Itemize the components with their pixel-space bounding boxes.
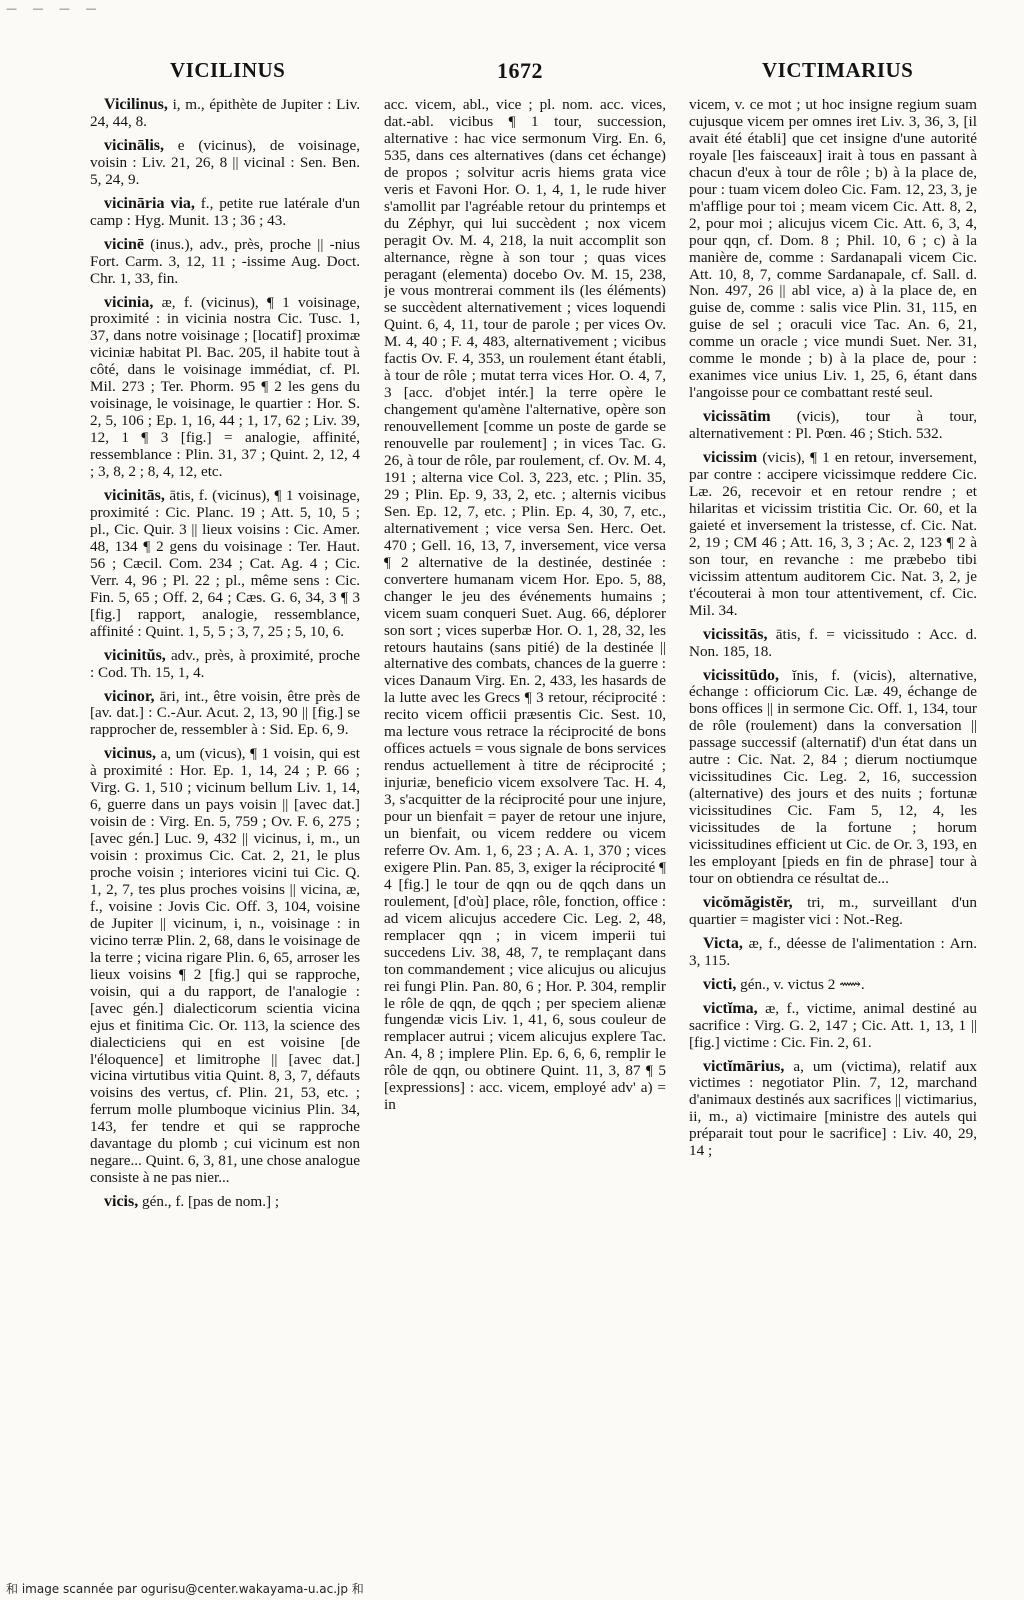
entry-definition: (inus.), adv., près, proche || -nius Fort. Carm. 3, 12, 11 ; -issime Aug. Doct. Chr. 1, 33, fin.	[90, 235, 360, 287]
entry-definition: ātis, f. = vicissitudo : Acc. d. Non. 185, 18.	[689, 625, 977, 660]
column-3	[689, 97, 977, 1575]
dictionary-entry	[689, 895, 977, 929]
entry-headword: vicissātim	[703, 408, 771, 426]
dictionary-entry	[90, 1194, 360, 1211]
entry-definition: (vicis), ¶ 1 en retour, inversement, par contre : accipere vicissimque reddere Cic. Læ. 26, recevoir et en retour rendre ; et hilaritas et vicissim tristitia Cic. Or. 60, et la gaieté et inversement la tristesse, cf. Cic. Nat. 2, 19 ; CM 46 ; Att. 16, 3, 3 ; Ac. 2, 123 ¶ 2 à son tour, en revanche : me præbebo tibi vicissim attentum auditorem Cic. Nat. 3, 2, je t'écouterai à mon tour attentivement, cf. Cic. Mil. 34.	[689, 449, 977, 619]
entry-headword: vicinitās,	[104, 487, 165, 505]
entry-definition: acc. vicem, abl., vice ; pl. nom. acc. vices, dat.-abl. vicibus ¶ 1 tour, succession, alternative : hac vice sermonum Virg. En. 6, 535, dans ces alternatives (dans cet échange) de propos ; solvitur acris hiems grata vice veris et Favoni Hor. O. 1, 4, 1, le rude hiver s'amollit par l'agréable retour du printemps et du Zéphyr, qui lui succèdent ; nox vicem peragit Ov. M. 4, 218, la nuit accomplit son alternance, règne à son tour ; quas vices peragant (elementa) docebo Ov. M. 15, 238, je vous montrerai comment ils (les éléments) se succèdent alternativement ; vices loquendi Quint. 6, 4, 11, tour de parole ; per vices Ov. M. 4, 40 ; F. 4, 483, alternativement ; vicibus factis Ov. F. 4, 353, un roulement étant établi, à tour de rôle ; mutat terra vices Hor. O. 4, 7, 3 [acc. d'objet intér.] la terre opère le changement qu'amène l'alternative, opère son renouvellement [comme un poste de garde se renouvelle par roulement] ; in vices Tac. G. 26, à tour de rôle, par roulement, cf. Ov. M. 4, 191 ; alterna vice Col. 3, 223, etc. ; Plin. 35, 29 ; Plin. Ep. 9, 33, 2, etc. ; alternis vicibus Sen. Ep. 12, 7, etc. ; Plin. Ep. 4, 30, 7, etc., alternativement ; vice versa Sen. Herc. Oet. 470 ; Gell. 16, 13, 7, inversement, vice versa ¶ 2 alternative de la destinée, destinée : convertere humanam vicem Hor. Epo. 5, 88, changer le jeu des événements humains ; vicem suam conqueri Suet. Aug. 66, déplorer son sort ; vices superbæ Hor. O. 1, 28, 32, les retours hautains (sans pitié) de la destinée || alternative des combats, chances de la guerre : vices Danaum Virg. En. 2, 433, les hasards de la lutte avec les Grecs ¶ 3 retour, réciprocité : recito vicem officii præsentis Cic. Sest. 10, ma lecture vous retrace la réciprocité de bons offices actuels = vous signale de bons services rendus actuellement à titre de réciprocité ; injuriæ, beneficio vicem exsolvere Tac. H. 4, 3, s'acquitter de la réciprocité pour une injure, pour un bienfait = payer de retour une injure, un bienfait, ou vicem reddere ou vicem referre Ov. Am. 1, 6, 23 ; A. A. 1, 370 ; vices exigere Plin. Pan. 85, 3, exiger la réciprocité ¶ 4 [fig.] le tour de qqn ou de qqch dans un roulement, [d'où] place, rôle, fonction, office : ad vicem alicujus accedere Cic. Leg. 2, 48, remplacer qqn ; in vicem imperii tui succedens Liv. 38, 48, 7, te remplaçant dans ton commandement ; vice alicujus ou alicujus rei fungi Plin. Pan. 80, 6 ; Hor. P. 304, remplir le rôle de qqn, de qqch ; per speciem alienæ fungendæ vicis Liv. 1, 41, 6, sous couleur de remplacer autrui ; vicem alicujus explere Tac. An. 4, 8 ; implere Plin. Ep. 6, 6, 6, remplir le rôle de qqn, ou obtinere Quint. 11, 3, 87 ¶ 5 [expressions] : acc. vicem, employé adv' a) = in	[384, 97, 666, 1114]
dictionary-entry	[90, 746, 360, 1187]
dictionary-entry	[90, 97, 360, 131]
entry-headword: Vicilinus,	[104, 97, 168, 113]
entry-definition: a, um (victima), relatif aux victimes : negotiator Plin. 7, 12, marchand d'animaux destinés aux sacrifices || victimarius, ii, m., a) victimaire [ministre des autels qui préparait tout pour le sacrifice] : Liv. 40, 29, 14 ;	[689, 1057, 977, 1160]
entry-definition: f., petite rue latérale d'un camp : Hyg. Munit. 13 ; 36 ; 43.	[90, 194, 360, 229]
entry-headword: vicinor,	[104, 687, 155, 705]
dictionary-entry	[90, 648, 360, 682]
entry-definition: æ, f., victime, animal destiné au sacrifice : Virg. G. 2, 147 ; Cic. Att. 1, 13, 1 || [fig.] victime : Cic. Fin. 2, 61.	[689, 999, 977, 1051]
entry-headword: vicināria via,	[104, 194, 195, 212]
entry-headword: vicissim	[703, 449, 758, 467]
dictionary-entry	[90, 488, 360, 641]
entry-definition: adv., près, à proximité, proche : Cod. Th. 15, 1, 4.	[90, 646, 360, 681]
entry-definition: vicem, v. ce mot ; ut hoc insigne regium suam cujusque vicem per omnes iret Liv. 3, 36, 3, [il avait été établi] que cet insigne d'une autorité royale [les faisceaux] irait à tous en passant à chacun d'eux à tour de rôle ; b) à la place de, pour : tuam vicem doleo Cic. Fam. 12, 23, 3, je m'afflige pour toi ; meam vicem Cic. Att. 8, 2, 2, pour moi ; alicujus vicem Cic. Att. 6, 3, 4, pour qqn, cf. Dom. 8 ; Phil. 10, 6 ; c) à la manière de, comme : Sardanapali vicem Cic. Att. 10, 8, 7, comme Sardanapale, cf. Sall. d. Non. 497, 26 || abl vice, a) à la place de, en guise de, comme : salis vice Plin. 31, 115, en guise de sel ; oraculi vice Tac. An. 6, 21, comme un oracle ; vice mundi Suet. Ner. 31, comme le monde ; b) à la place de, pour : exanimes vice unius Liv. 1, 25, 6, étant dans l'angoisse pour ce combattant resté seul.	[689, 97, 977, 402]
entry-definition: (vicis), tour à tour, alternativement : Pl. Pœn. 46 ; Stich. 532.	[689, 408, 977, 443]
entry-definition: i, m., épithète de Jupiter : Liv. 24, 44, 8.	[90, 97, 360, 130]
entry-definition: e (vicinus), de voisinage, voisin : Liv. 21, 26, 8 || vicinal : Sen. Ben. 5, 24, 9.	[90, 136, 360, 188]
entry-headword: victi,	[703, 975, 737, 993]
entry-headword: vicŏmăgistĕr,	[703, 893, 793, 911]
entry-definition: æ, f., déesse de l'alimentation : Arn. 3, 115.	[689, 934, 977, 969]
entry-definition: æ, f. (vicinus), ¶ 1 voisinage, proximité : in vicinia nostra Cic. Tusc. 1, 37, dans notre voisinage ; [locatif] proximæ viciniæ habitat Pl. Bac. 205, il habite tout à côté, dans le voisinage immédiat, cf. Pl. Mil. 273 ; Ter. Phorm. 95 ¶ 2 les gens du voisinage, le voisinage, le quartier : Hor. S. 2, 5, 106 ; Ep. 1, 16, 44 ; 1, 17, 62 ; Liv. 39, 12, 1 ¶ 3 [fig.] = analogie, affinité, ressemblance : Plin. 31, 37 ; Quint. 2, 12, 4 ; 3, 8, 2 ; 8, 4, 12, etc.	[90, 293, 360, 481]
dictionary-entry	[689, 977, 977, 994]
header-right-guide-word: VICTIMARIUS	[762, 58, 914, 82]
dictionary-entry	[689, 936, 977, 970]
page-header	[0, 58, 1024, 88]
dictionary-entry	[90, 196, 360, 230]
entry-definition: ĭnis, f. (vicis), alternative, échange : officiorum Cic. Læ. 49, échange de bons offices || in sermone Cic. Off. 1, 134, tour de rôle (roulement) dans la conversation || passage successif (alternatif) d'un état dans un autre : Cic. Nat. 2, 84 ; dierum noctiumque vicissitudines Cic. Leg. 2, 16, succession (alternative) des jours et des nuits ; fortunæ vicissitudines Cic. Fam 5, 12, 4, les vicissitudes de la fortune ; horum vicissitudines efficient ut Cic. de Or. 3, 193, en les employant [pieds en fin de phrase] tour à tour on obtiendra ce résultat de...	[689, 666, 977, 887]
dictionary-entry	[90, 237, 360, 288]
dictionary-entry	[90, 295, 360, 481]
entry-headword: vicis,	[104, 1193, 139, 1211]
page-number: 1672	[497, 58, 543, 83]
entry-headword: vicinus,	[104, 745, 157, 763]
entry-headword: vicinia,	[104, 293, 154, 311]
entry-headword: Victa,	[703, 934, 743, 952]
entry-definition: gén., v. victus 2 ⟿.	[740, 975, 865, 993]
entry-headword: vicissitās,	[703, 625, 768, 643]
scan-top-marks: — — — —	[6, 2, 103, 15]
entry-definition: gén., f. [pas de nom.] ;	[142, 1193, 280, 1211]
entry-definition: āri, int., être voisin, être près de [av. dat.] : C.-Aur. Acut. 2, 13, 90 || [fig.] se rapprocher de, ressembler à : Sid. Ep. 6, 9.	[90, 687, 360, 739]
entry-headword: victĭmārius,	[703, 1057, 785, 1075]
entry-definition: a, um (vicus), ¶ 1 voisin, qui est à proximité : Hor. Ep. 1, 14, 24 ; P. 66 ; Virg. G. 1, 510 ; vicinum bellum Liv. 1, 14, 6, guerre dans un pays voisin || [avec dat.] voisin de : Virg. En. 5, 759 ; Ov. F. 6, 275 ; [avec gén.] Luc. 9, 432 || vicinus, i, m., un voisin : proximus Cic. Cat. 2, 21, le plus proche voisin ; interiores vicini tui Cic. Q. 1, 2, 7, tes plus proches voisins || vicina, æ, f., voisine : Jovis Cic. Off. 3, 104, voisine de Jupiter || vicinum, i, n., voisinage : in vicino terræ Plin. 2, 68, dans le voisinage de la terre ; vicina rigare Plin. 6, 65, arroser les lieux voisins ¶ 2 [fig.] qui se rapproche, voisin, qui a du rapport, de l'analogie : [avec gén.] dialecticorum scientia vicina ejus et finitima Cic. Or. 113, la science des dialecticiens qui en est voisine [de l'éloquence] et limitrophe || [avec dat.] vicina virtutibus vitia Quint. 8, 3, 7, défauts voisins des vertus, cf. Plin. 21, 53, etc. ; ferrum molle plumboque vicinius Plin. 34, 143, fer tendre et qui se rapproche davantage du plomb ; cui vicinum est non negare... Quint. 6, 3, 81, une chose analogue consiste à ne pas nier...	[90, 745, 360, 1187]
dictionary-entry	[689, 1001, 977, 1052]
dictionary-entry	[90, 138, 360, 189]
entry-definition: tri, m., surveillant d'un quartier = magister vici : Not.-Reg.	[689, 893, 977, 928]
dictionary-entry	[90, 689, 360, 740]
entry-headword: vicinitŭs,	[104, 646, 166, 664]
entry-headword: victĭma,	[703, 999, 758, 1017]
header-left-guide-word: VICILINUS	[170, 58, 286, 82]
entry-headword: vicissitūdo,	[703, 666, 780, 684]
column-2	[384, 97, 666, 1575]
dictionary-entry	[689, 627, 977, 661]
column-1	[90, 97, 360, 1575]
entry-headword: vicinē	[104, 235, 144, 253]
dictionary-entry	[689, 97, 977, 402]
dictionary-entry	[689, 409, 977, 443]
dictionary-entry	[689, 1059, 977, 1161]
scan-credit-footer: 和 image scannée par ogurisu@center.wakayama-u.ac.jp 和	[6, 1582, 364, 1596]
dictionary-entry	[689, 668, 977, 888]
dictionary-entry	[384, 97, 666, 1114]
entry-headword: vicinālis,	[104, 136, 165, 154]
dictionary-entry	[689, 450, 977, 620]
entry-definition: ātis, f. (vicinus), ¶ 1 voisinage, proximité : Cic. Planc. 19 ; Att. 5, 10, 5 ; pl., Cic. Quir. 3 || lieux voisins : Cic. Amer. 48, 134 ¶ 2 gens du voisinage : Ter. Haut. 56 ; Cæcil. Com. 234 ; Cat. Ag. 4 ; Cic. Verr. 4, 96 ; Pl. 22 ; pl., même sens : Cic. Fin. 5, 65 ; Off. 2, 64 ; Cæs. G. 6, 34, 3 ¶ 3 [fig.] rapport, analogie, ressemblance, affinité : Quint. 1, 5, 5 ; 3, 7, 25 ; 5, 10, 6.	[90, 487, 360, 640]
